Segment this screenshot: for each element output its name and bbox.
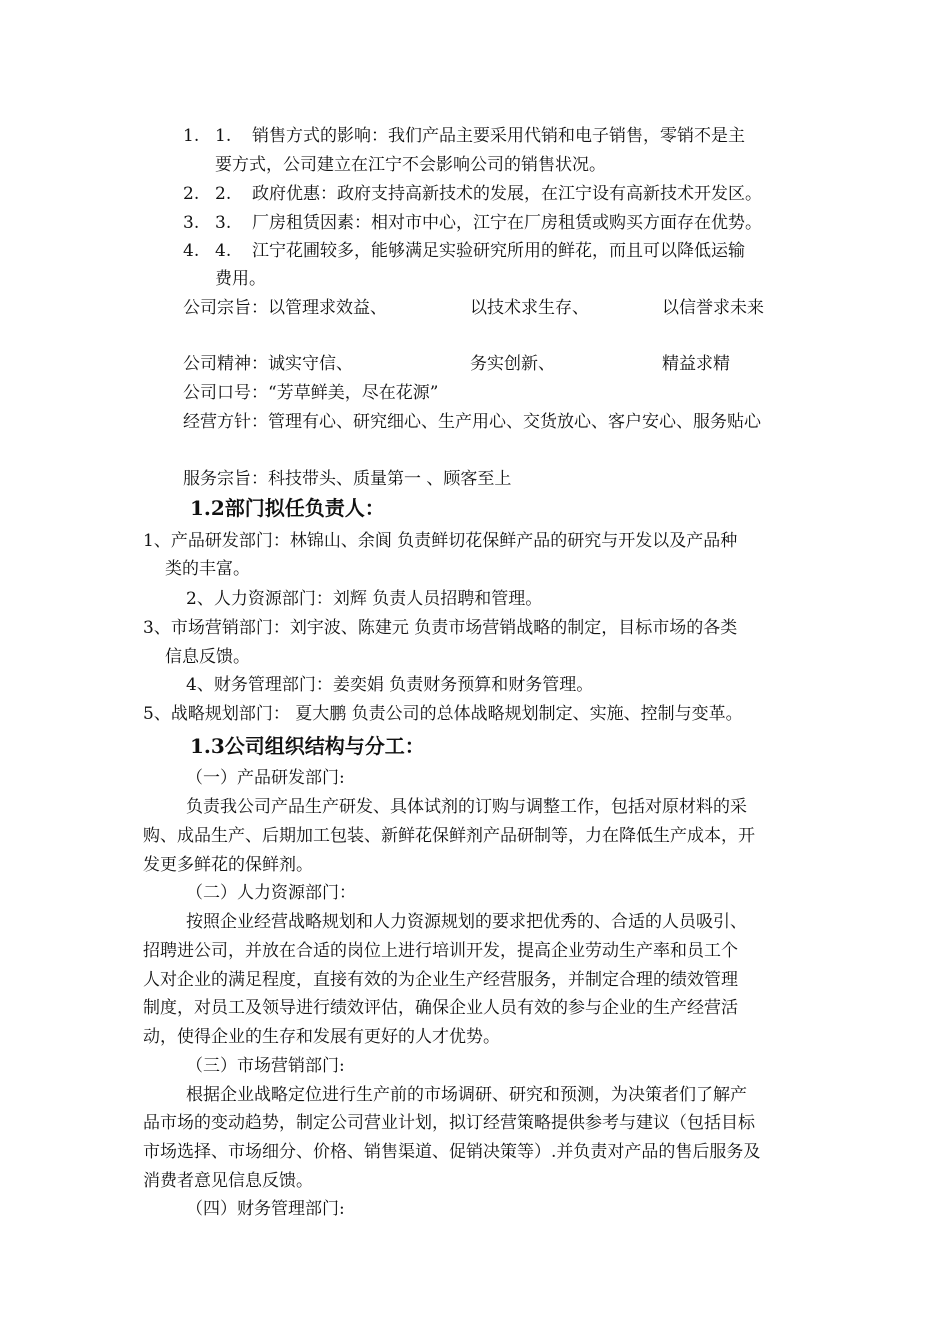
department-heading: （一）产品研发部门:: [186, 768, 345, 788]
spirit-item: 精益求精: [662, 354, 730, 374]
section-heading-1-3: 1.3公司组织结构与分工：: [190, 734, 425, 758]
list-item-text: 费用。: [215, 269, 266, 289]
department-heading: （二）人力资源部门：: [186, 883, 356, 903]
responsibility-item: 1、产品研发部门：林锦山、余阆 负责鲜切花保鲜产品的研究与开发以及产品种: [143, 531, 738, 551]
tenets-item: 以技术求生存、: [470, 298, 589, 318]
department-text: 购、成品生产、后期加工包装、新鲜花保鲜剂产品研制等，力在降低生产成本，开: [143, 826, 755, 846]
spirit-item: 务实创新、: [470, 354, 555, 374]
list-number-inner: 3.: [215, 213, 232, 233]
department-text: 市场选择、市场细分、价格、销售渠道、促销决策等）.并负责对产品的售后服务及: [143, 1142, 761, 1162]
service-tenet: 服务宗旨：科技带头、质量第一 、顾客至上: [183, 469, 512, 489]
responsibility-item: 4、财务管理部门：姜奕娟 负责财务预算和财务管理。: [186, 675, 594, 695]
responsibility-item: 5、战略规划部门： 夏大鹏 负责公司的总体战略规划制定、实施、控制与变革。: [143, 704, 743, 724]
department-text: 消费者意见信息反馈。: [143, 1171, 313, 1191]
list-number-inner: 2.: [215, 184, 232, 204]
list-number-outer: 2.: [183, 184, 200, 204]
department-text: 按照企业经营战略规划和人力资源规划的要求把优秀的、合适的人员吸引、: [186, 912, 747, 932]
responsibility-item: 信息反馈。: [165, 647, 250, 667]
list-number-inner: 4.: [215, 241, 232, 261]
department-text: 根据企业战略定位进行生产前的市场调研、研究和预测，为决策者们了解产: [186, 1085, 747, 1105]
department-text: 发更多鲜花的保鲜剂。: [143, 855, 313, 875]
list-item-text: 厂房租赁因素：相对市中心，江宁在厂房租赁或购买方面存在优势。: [252, 213, 762, 233]
section-heading-1-2: 1.2部门拟任负责人：: [190, 496, 385, 520]
list-item-text: 政府优惠：政府支持高新技术的发展，在江宁设有高新技术开发区。: [252, 184, 762, 204]
department-text: 招聘进公司，并放在合适的岗位上进行培训开发，提高企业劳动生产率和员工个: [143, 941, 738, 961]
department-heading: （三）市场营销部门:: [186, 1056, 345, 1076]
tenets-label: 公司宗旨：以管理求效益、: [183, 298, 387, 318]
responsibility-item: 3、市场营销部门：刘宇波、陈建元 负责市场营销战略的制定，目标市场的各类: [143, 618, 738, 638]
list-number-outer: 4.: [183, 241, 200, 261]
department-heading: （四）财务管理部门:: [186, 1199, 345, 1219]
list-number-inner: 1.: [215, 126, 232, 146]
department-text: 动，使得企业的生存和发展有更好的人才优势。: [143, 1027, 500, 1047]
department-text: 人对企业的满足程度，直接有效的为企业生产经营服务，并制定合理的绩效管理: [143, 970, 738, 990]
business-policy: 经营方针：管理有心、研究细心、生产用心、交货放心、客户安心、服务贴心: [183, 412, 761, 432]
list-item-text: 江宁花圃较多，能够满足实验研究所用的鲜花，而且可以降低运输: [252, 241, 745, 261]
slogan: 公司口号：“芳草鲜美，尽在花源”: [183, 383, 439, 403]
tenets-item: 以信誉求未来: [662, 298, 764, 318]
responsibility-item: 2、人力资源部门：刘辉 负责人员招聘和管理。: [186, 589, 543, 609]
list-item-text: 要方式，公司建立在江宁不会影响公司的销售状况。: [215, 155, 606, 175]
list-number-outer: 3.: [183, 213, 200, 233]
spirit-label: 公司精神：诚实守信、: [183, 354, 353, 374]
list-number-outer: 1.: [183, 126, 200, 146]
responsibility-item: 类的丰富。: [165, 559, 250, 579]
department-text: 品市场的变动趋势，制定公司营业计划，拟订经营策略提供参考与建议（包括目标: [143, 1113, 755, 1133]
department-text: 负责我公司产品生产研发、具体试剂的订购与调整工作，包括对原材料的采: [186, 797, 747, 817]
list-item-text: 销售方式的影响：我们产品主要采用代销和电子销售，零销不是主: [252, 126, 745, 146]
department-text: 制度，对员工及领导进行绩效评估，确保企业人员有效的参与企业的生产经营活: [143, 998, 738, 1018]
